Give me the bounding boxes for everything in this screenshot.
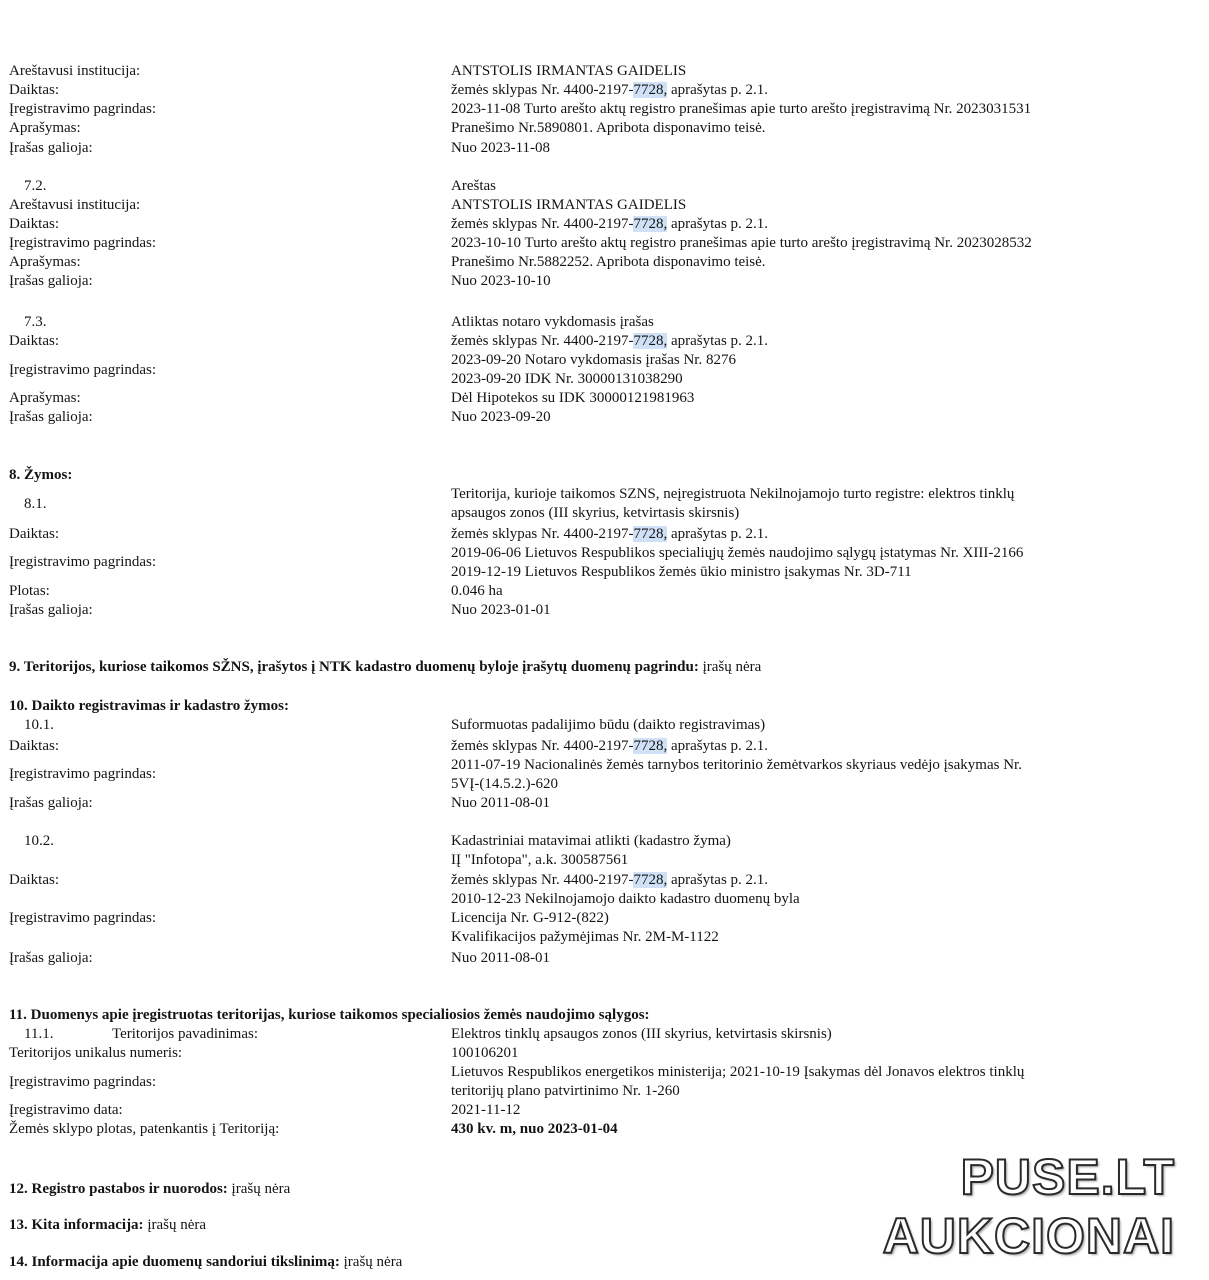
label-galioja: Įrašas galioja: [9,602,93,618]
entry-title-line1: Teritorija, kurioje taikomos SZNS, neįregistruota Nekilnojamojo turto registre: elektros tinklų [451,486,1015,502]
search-highlight: 7728, [633,872,668,888]
label-teritorijos-pavadinimas: Teritorijos pavadinimas: [112,1026,259,1042]
value-teritorijos-numeris: 100106201 [451,1045,519,1061]
value-pagrindas-line1: Lietuvos Respublikos energetikos ministerija; 2021-10-19 Įsakymas dėl Jonavos elektros tinklų [451,1064,1025,1080]
label-registravimo-data: Įregistravimo data: [9,1102,123,1118]
label-pagrindas: Įregistravimo pagrindas: [9,235,157,251]
entry-title: Suformuotas padalijimo būdu (daikto registravimas) [451,717,766,733]
label-daiktas: Daiktas: [9,82,59,98]
label-daiktas: Daiktas: [9,526,59,542]
value-registravimo-data: 2021-11-12 [451,1102,521,1118]
entry-number: 8.1. [24,496,47,512]
section-9: 9. Teritorijos, kuriose taikomos SŽNS, įrašytos į NTK kadastro duomenų byloje įrašytų duomenų pagrindu: įrašų nėra [9,659,762,675]
value-institucija: ANTSTOLIS IRMANTAS GAIDELIS [451,63,687,79]
entry-number: 10.2. [24,833,54,849]
section-12: 12. Registro pastabos ir nuorodos: įrašų nėra [9,1181,291,1197]
value-pagrindas-line2: 5VĮ-(14.5.2.)-620 [451,776,559,792]
label-galioja: Įrašas galioja: [9,795,93,811]
label-aresto-institucija: Areštavusi institucija: [9,197,141,213]
entry-title: Atliktas notaro vykdomasis įrašas [451,314,654,330]
value-pagrindas: 2023-11-08 Turto arešto aktų registro pranešimas apie turto arešto įregistravimą Nr. 2023031531 [451,101,1032,117]
value-galioja: Nuo 2023-11-08 [451,140,551,156]
entry-title: Areštas [451,178,496,194]
label-daiktas: Daiktas: [9,872,59,888]
entry-number: 11.1. [24,1026,54,1042]
label-galioja: Įrašas galioja: [9,950,93,966]
label-plotas: Plotas: [9,583,50,599]
label-daiktas: Daiktas: [9,738,59,754]
value-aprasymas: Pranešimo Nr.5890801. Apribota disponavimo teisė. [451,120,766,136]
value-daiktas: žemės sklypas Nr. 4400-2197-7728, aprašytas p. 2.1. [451,738,769,754]
search-highlight: 7728, [633,526,668,542]
search-highlight: 7728, [633,738,668,754]
entry-title-line2: apsaugos zonos (III skyrius, ketvirtasis skirsnis) [451,505,740,521]
value-teritorijos-pavadinimas: Elektros tinklų apsaugos zonos (III skyrius, ketvirtasis skirsnis) [451,1026,832,1042]
label-pagrindas: Įregistravimo pagrindas: [9,362,157,378]
value-galioja: Nuo 2023-09-20 [451,409,551,425]
value-daiktas: žemės sklypas Nr. 4400-2197-7728, aprašytas p. 2.1. [451,82,769,98]
label-pagrindas: Įregistravimo pagrindas: [9,910,157,926]
label-teritorijos-numeris: Teritorijos unikalus numeris: [9,1045,183,1061]
value-pagrindas-line1: 2010-12-23 Nekilnojamojo daikto kadastro duomenų byla [451,891,800,907]
label-daiktas: Daiktas: [9,333,59,349]
value-aprasymas: Dėl Hipotekos su IDK 30000121981963 [451,390,695,406]
value-pagrindas-line3: Kvalifikacijos pažymėjimas Nr. 2M-M-1122 [451,929,719,945]
watermark-line1: PUSE.LT [960,1149,1175,1205]
value-aprasymas: Pranešimo Nr.5882252. Apribota disponavimo teisė. [451,254,766,270]
search-highlight: 7728, [633,216,668,232]
value-pagrindas-line2: Licencija Nr. G-912-(822) [451,910,609,926]
value-pagrindas-line2: 2019-12-19 Lietuvos Respublikos žemės ūkio ministro įsakymas Nr. 3D-711 [451,564,912,580]
label-daiktas: Daiktas: [9,216,59,232]
search-highlight: 7728, [633,333,668,349]
section-heading-11: 11. Duomenys apie įregistruotas teritorijas, kuriose taikomos specialiosios žemės naudojimo sąlygos: [9,1007,650,1023]
value-pagrindas-line1: 2019-06-06 Lietuvos Respublikos specialiųjų žemės naudojimo sąlygų įstatymas Nr. XIII-2166 [451,545,1024,561]
label-aprasymas: Aprašymas: [9,120,81,136]
section-heading-8: 8. Žymos: [9,467,73,483]
label-pagrindas: Įregistravimo pagrindas: [9,766,157,782]
value-galioja: Nuo 2023-01-01 [451,602,551,618]
value-daiktas: žemės sklypas Nr. 4400-2197-7728, aprašytas p. 2.1. [451,872,769,888]
value-daiktas: žemės sklypas Nr. 4400-2197-7728, aprašytas p. 2.1. [451,333,769,349]
section-13: 13. Kita informacija: įrašų nėra [9,1217,207,1233]
label-pagrindas: Įregistravimo pagrindas: [9,554,157,570]
value-galioja: Nuo 2023-10-10 [451,273,551,289]
label-galioja: Įrašas galioja: [9,409,93,425]
label-galioja: Įrašas galioja: [9,140,93,156]
value-plotas: 0.046 ha [451,583,503,599]
value-daiktas: žemės sklypas Nr. 4400-2197-7728, aprašytas p. 2.1. [451,526,769,542]
value-galioja: Nuo 2011-08-01 [451,950,551,966]
label-sklypo-plotas: Žemės sklypo plotas, patenkantis į Teritoriją: [9,1121,280,1137]
value-pagrindas: 2023-10-10 Turto arešto aktų registro pranešimas apie turto arešto įregistravimą Nr. 2023028532 [451,235,1032,251]
label-pagrindas: Įregistravimo pagrindas: [9,101,157,117]
label-galioja: Įrašas galioja: [9,273,93,289]
value-pagrindas-line2: 2023-09-20 IDK Nr. 30000131038290 [451,371,683,387]
entry-number: 7.2. [24,178,47,194]
search-highlight: 7728, [633,82,668,98]
value-pagrindas-line1: 2023-09-20 Notaro vykdomasis įrašas Nr. 8276 [451,352,736,368]
value-sklypo-plotas: 430 kv. m, nuo 2023-01-04 [451,1121,618,1137]
entry-number: 10.1. [24,717,54,733]
entry-title-line2: IĮ "Infotopa", a.k. 300587561 [451,852,629,868]
value-pagrindas-line2: teritorijų plano patvirtinimo Nr. 1-260 [451,1083,680,1099]
section-14: 14. Informacija apie duomenų sandoriui tikslinimą: įrašų nėra [9,1254,403,1270]
label-aprasymas: Aprašymas: [9,390,81,406]
value-galioja: Nuo 2011-08-01 [451,795,551,811]
value-pagrindas-line1: 2011-07-19 Nacionalinės žemės tarnybos teritorinio žemėtvarkos skyriaus vedėjo įsakymas Nr. [451,757,1022,773]
label-aresto-institucija: Areštavusi institucija: [9,63,141,79]
label-aprasymas: Aprašymas: [9,254,81,270]
section-heading-10: 10. Daikto registravimas ir kadastro žymos: [9,698,289,714]
entry-number: 7.3. [24,314,47,330]
entry-title-line1: Kadastriniai matavimai atlikti (kadastro žyma) [451,833,731,849]
label-pagrindas: Įregistravimo pagrindas: [9,1074,157,1090]
value-institucija: ANTSTOLIS IRMANTAS GAIDELIS [451,197,687,213]
watermark-line2: AUKCIONAI [882,1208,1175,1264]
value-daiktas: žemės sklypas Nr. 4400-2197-7728, aprašytas p. 2.1. [451,216,769,232]
